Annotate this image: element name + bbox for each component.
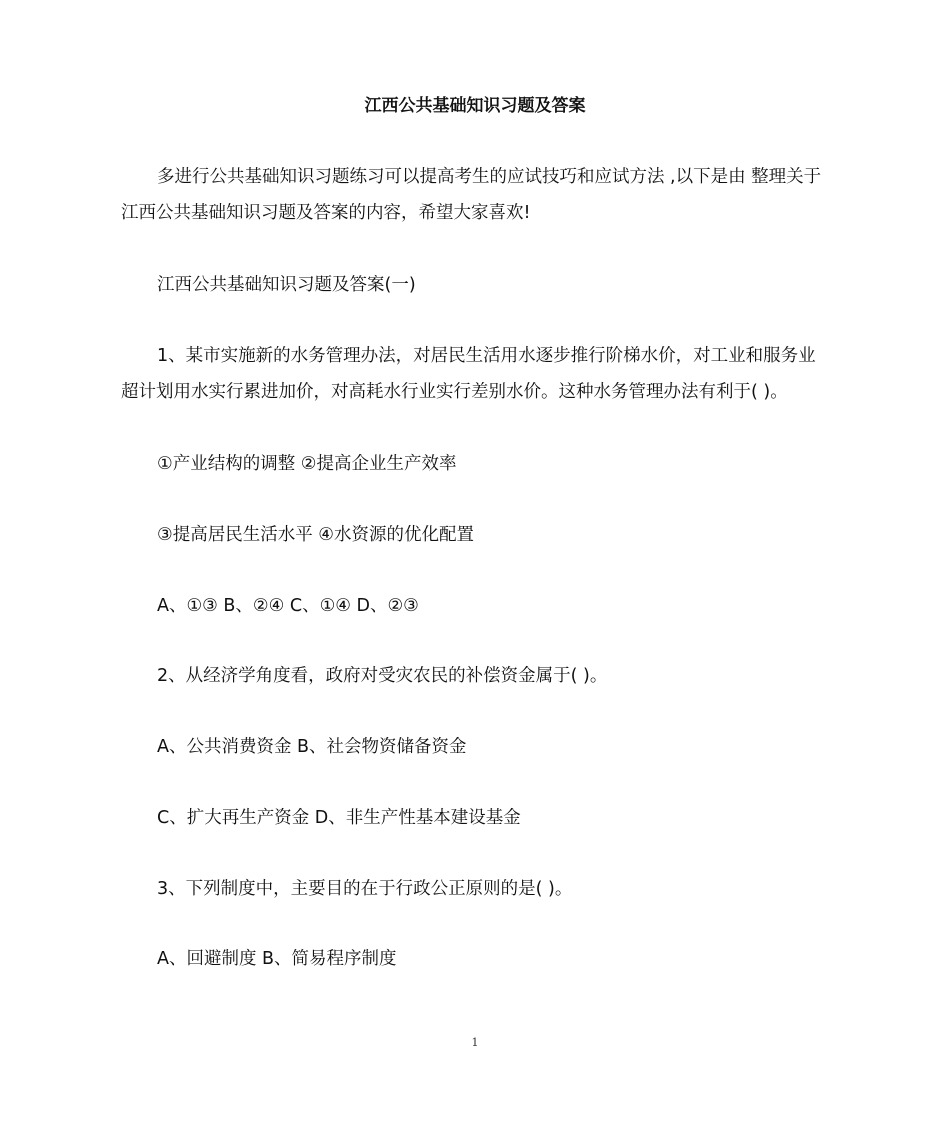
question-3-options-a: A、回避制度 B、简易程序制度 xyxy=(157,949,397,969)
question-1-statements-b: ③提高居民生活水平 ④水资源的优化配置 xyxy=(157,525,474,545)
intro-paragraph: 多进行公共基础知识习题练习可以提高考生的应试技巧和应试方法 ,以下是由 整理关于江西公共基础知识习题及答案的内容，希望大家喜欢! xyxy=(121,167,822,223)
question-2: 2、从经济学角度看，政府对受灾农民的补偿资金属于( )。 xyxy=(157,666,608,686)
question-1-options: A、①③ B、②④ C、①④ D、②③ xyxy=(157,596,419,616)
question-2-options-b: C、扩大再生产资金 D、非生产性基本建设基金 xyxy=(157,808,521,828)
section-heading: 江西公共基础知识习题及答案(一) xyxy=(157,275,416,295)
page-number: 1 xyxy=(471,1036,479,1049)
question-2-options-a: A、公共消费资金 B、社会物资储备资金 xyxy=(157,737,467,757)
question-1-statements-a: ①产业结构的调整 ②提高企业生产效率 xyxy=(157,454,457,474)
document-title: 江西公共基础知识习题及答案 xyxy=(364,96,586,116)
question-1: 1、某市实施新的水务管理办法，对居民生活用水逐步推行阶梯水价，对工业和服务业超计划用水实行累进加价，对高耗水行业实行差别水价。这种水务管理办法有利于( )。 xyxy=(121,346,816,402)
question-3: 3、下列制度中，主要目的在于行政公正原则的是( )。 xyxy=(157,879,573,899)
